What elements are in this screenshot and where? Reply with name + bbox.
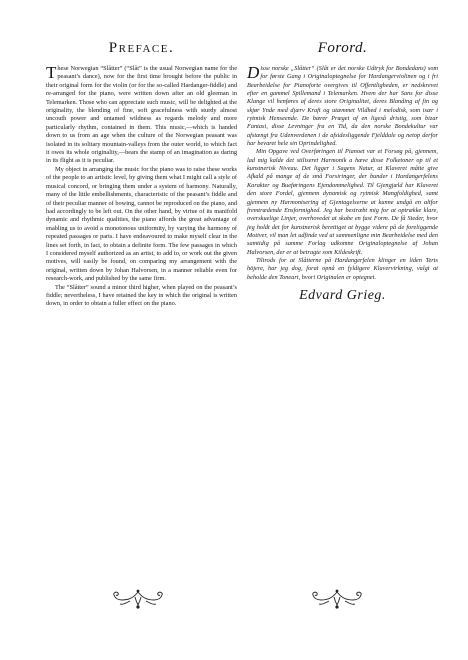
forord-paragraph-1-text: isse norske „Slåtter“ (Slåt er det norske Udtryk for Bondedans) som for første Gang i Originaloptegnelse for Hardangerviolinen og i fri Bearbeidelse for Pianoforte overgives til Offentligheden, er nedskrevet efter en gammel Spillemand i Telemarken. Hvem der har Sans for disse Klange vil henføres af deres store Originalitet, deres Blanding af fin og skjør Ynde med djærv Kraft og utæmmet Vildhed i melodisk, som især i rytmisk Henseende. De bærer Præget af en ligeså dristig, som bizar Fantasi, disse Levninger fra en Tid, da den norske Bondekultur var afstængt fra Udenverdenen i de afsidesliggende Fjelddale og netop derfor har bevaret hele sin Oprindelighed. — [247, 65, 438, 148]
signature: Edvard Grieg. — [299, 287, 386, 303]
forord-paragraph-3: Tiltrods for at Slåtterne på Hardangerfelen klinger en liden Terts höjere, har jeg dog, forat opnå en fyldigere Klavervirkning, valgt at beholde den Toneart, hvori Originalen er optegnet. — [247, 256, 438, 281]
preface-paragraph-3: The “Slåtter” sound a minor third higher, when played on the peasant’s fiddle; nevertheless, I have retained the key in which the original is written down, in order to obtain a fuller effect on the piano. — [46, 283, 237, 308]
drop-cap: D — [247, 63, 260, 82]
forord-paragraph-1 — [247, 65, 438, 148]
forord-paragraph-2: Min Opgave ved Overføringen til Pianoet var et Forsøg på, gjennem, lad mig kalde det stiliseret Harmonik a hæve disse Folketoner op til et kunstnerisk Niveau. Det ligger i Sagens Natur, at Klaveret måtte give Afkald på mange af de små Forsiringer, der bunder i Hardangerfelens Karakter og Bueføringens Ejendommelighed. Til Gjengjæld har Klaveret den store Fordel, gjennem dynamisk og rytmisk Mangfoldighed, samt gjennem ny Harmonisering af Gjentagelserne at kunne undgå en altfor fremtrædende Ensformighed. Jeg har bestræbt mig for at optrække klare, overskuelige Linjer, overhovedet at skabe en fast Form. De få Steder, hvor jeg holdt det for kunstnerisk berettiget at bygge videre på de foreliggende Motiver, vil man let udfinde ved at sammenligne min Bearbeidelse med den samtidig på samme Forlag udkomne Originaloptegnelse af Johan Halvorsen, der er at betragte som Kildeskrift. — [247, 148, 438, 256]
preface-paragraph-2: My object in arranging the music for the piano was to raise these works of the people to an artistic level, by giving them what I might call a style of musical concord, or bringing them under a system of harmony. Naturally, many of the little embellishments, characteristic of the peasant’s fiddle and of their peculiar manner of bowing, cannot be reproduced on the piano, and had accordingly to be left out. On the other hand, by virtue of its manifold dynamic and rhythmic qualities, the piano affords the great advantage of enabling us to avoid a monotonous uniformity, by varying the harmony of repeated passages or parts. I have endeavoured to make myself clear in the lines set forth, in fact, to obtain a definite form. The few passages in which I considered myself authorized as an artist, to add to, or work out the given motives, will easily be found, on comparing my arrangement with the original, written down by Johan Halvorsen, in a manner reliable even for research-work, and published by the same firm. — [46, 165, 237, 283]
preface-heading: Preface. — [108, 40, 175, 56]
preface-paragraph-1 — [46, 65, 237, 166]
floral-ornament-icon — [108, 588, 168, 610]
floral-ornament-icon — [307, 588, 367, 610]
drop-cap: T — [46, 63, 57, 82]
preface-paragraph-1-text: hese Norwegian “Slåtter” (“Slåt” is the usual Norwegian name for the peasant’s dance), now for the first time brought before the public in their original form for the violin (or for the so-called Hardanger-fiddle) and re-arranged for the piano, were written down after an old gleeman in Telemarken. Those who can appreciate such music, will be delighted at the originality, the blending of fine, soft gracefulness with sturdy almost uncouth power and untamed wildness as regards melody and more particularly rhythm, contained in them. This music,—which is handed down to us from an age when the culture of the Norwegian peasant was isolated in its solitary mountain-valleys from the outer world, to which fact it owes its whole originality,—bears the stamp of an imagination as daring in its flight as it is peculiar. — [46, 65, 237, 165]
forord-heading: Forord. — [317, 40, 368, 56]
norwegian-forord-column — [247, 40, 438, 304]
english-preface-column — [46, 40, 237, 309]
